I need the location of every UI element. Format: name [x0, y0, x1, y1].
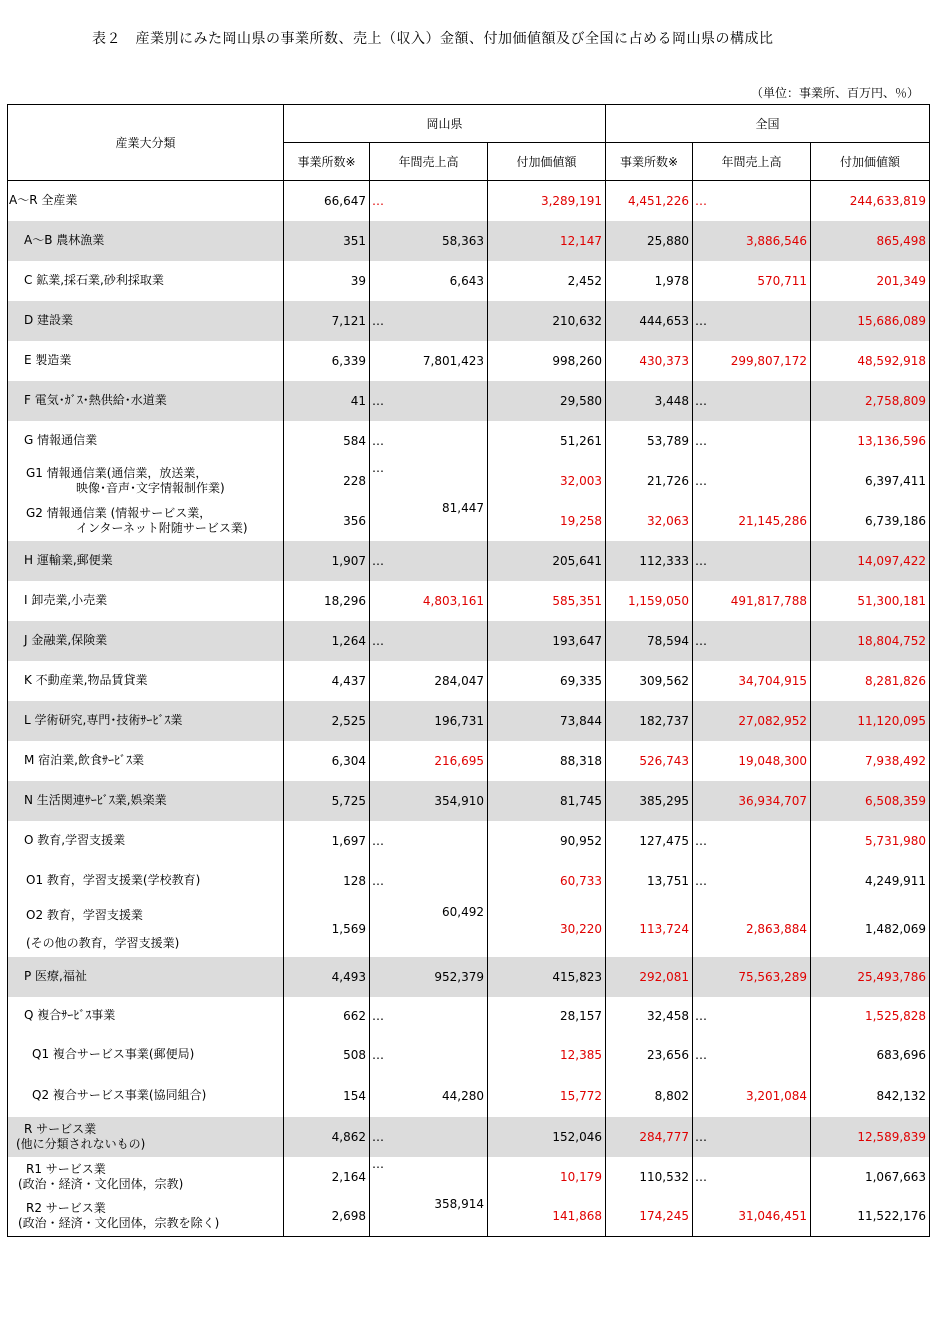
- national-sales-cell: …: [693, 1117, 811, 1157]
- okayama-value-added-cell: 2,452: [488, 261, 606, 301]
- okayama-sales-cell: …: [370, 997, 488, 1035]
- national-establishments-cell: 13,751: [606, 861, 693, 901]
- okayama-establishments-cell: 6,339: [284, 341, 370, 381]
- okayama-establishments-cell: 154: [284, 1075, 370, 1117]
- okayama-value-added-cell: 10,179: [488, 1157, 606, 1197]
- national-establishments-cell: 182,737: [606, 701, 693, 741]
- okayama-sales-cell: 952,379: [370, 957, 488, 997]
- national-establishments-cell: 292,081: [606, 957, 693, 997]
- category-label-line2: (政治・経済・文化団体，宗教を除く): [18, 1216, 220, 1231]
- national-sales-cell: 3,201,084: [693, 1075, 811, 1117]
- national-establishments-cell: 32,063: [606, 501, 693, 541]
- header-okayama-establishments: 事業所数※: [284, 143, 370, 181]
- okayama-value-added-cell: 12,385: [488, 1035, 606, 1075]
- category-cell: O1 教育，学習支援業(学校教育): [8, 861, 284, 901]
- okayama-sales-cell: …: [370, 181, 488, 221]
- national-value-added-cell: 18,804,752: [811, 621, 930, 661]
- national-value-added-cell: 15,686,089: [811, 301, 930, 341]
- okayama-sales-cell: 44,280: [370, 1075, 488, 1117]
- national-establishments-cell: 78,594: [606, 621, 693, 661]
- national-value-added-cell: 201,349: [811, 261, 930, 301]
- okayama-sales-cell: 216,695: [370, 741, 488, 781]
- national-establishments-cell: 127,475: [606, 821, 693, 861]
- national-sales-cell: 2,863,884: [693, 901, 811, 957]
- national-sales-cell: …: [693, 861, 811, 901]
- okayama-establishments-cell: 18,296: [284, 581, 370, 621]
- category-cell: [8, 461, 284, 501]
- table-row: [8, 301, 930, 341]
- okayama-establishments-cell: 39: [284, 261, 370, 301]
- national-establishments-cell: 526,743: [606, 741, 693, 781]
- okayama-establishments-cell: 228: [284, 461, 370, 501]
- national-establishments-cell: 32,458: [606, 997, 693, 1035]
- national-sales-cell: …: [693, 301, 811, 341]
- category-cell: [8, 1117, 284, 1157]
- national-value-added-cell: 8,281,826: [811, 661, 930, 701]
- header-national: 全国: [606, 105, 930, 143]
- national-establishments-cell: 430,373: [606, 341, 693, 381]
- category-cell: K 不動産業,物品賃貸業: [8, 661, 284, 701]
- national-sales-cell: 491,817,788: [693, 581, 811, 621]
- national-sales-cell: 299,807,172: [693, 341, 811, 381]
- okayama-sales-cell: 6,643: [370, 261, 488, 301]
- national-establishments-cell: 284,777: [606, 1117, 693, 1157]
- header-okayama-sales: 年間売上高: [370, 143, 488, 181]
- category-cell: Q1 複合サービス事業(郵便局): [8, 1035, 284, 1075]
- category-label-line2: 映像･音声･文字情報制作業): [76, 480, 225, 495]
- national-value-added-cell: 865,498: [811, 221, 930, 261]
- okayama-value-added-cell: 415,823: [488, 957, 606, 997]
- national-establishments-cell: 4,451,226: [606, 181, 693, 221]
- okayama-value-added-cell: 81,745: [488, 781, 606, 821]
- category-cell: D 建設業: [8, 301, 284, 341]
- okayama-value-added-cell: 152,046: [488, 1117, 606, 1157]
- national-value-added-cell: 12,589,839: [811, 1117, 930, 1157]
- national-value-added-cell: 2,758,809: [811, 381, 930, 421]
- category-cell: O 教育,学習支援業: [8, 821, 284, 861]
- category-label-line1: G2 情報通信業 (情報サービス業，: [26, 505, 212, 520]
- unit-note: （単位：事業所、百万円、％）: [750, 86, 919, 100]
- okayama-establishments-cell: 1,697: [284, 821, 370, 861]
- okayama-establishments-cell: 41: [284, 381, 370, 421]
- okayama-sales-cell: 58,363: [370, 221, 488, 261]
- category-cell: [8, 501, 284, 541]
- national-establishments-cell: 21,726: [606, 461, 693, 501]
- okayama-value-added-cell: 69,335: [488, 661, 606, 701]
- national-establishments-cell: 113,724: [606, 901, 693, 957]
- category-label-line2: (政治・経済・文化団体，宗教): [18, 1176, 184, 1191]
- okayama-value-added-cell: 12,147: [488, 221, 606, 261]
- category-cell: [8, 901, 284, 957]
- table-row: [8, 461, 930, 501]
- okayama-sales-cell: …: [370, 461, 488, 501]
- okayama-establishments-cell: 356: [284, 501, 370, 541]
- okayama-sales-cell: 354,910: [370, 781, 488, 821]
- okayama-establishments-cell: 1,569: [284, 901, 370, 957]
- okayama-value-added-cell: 3,289,191: [488, 181, 606, 221]
- table-row: [8, 861, 930, 901]
- table-row: [8, 541, 930, 581]
- okayama-establishments-cell: 662: [284, 997, 370, 1035]
- okayama-sales-cell: 7,801,423: [370, 341, 488, 381]
- category-label-line1: R2 サービス業: [26, 1201, 106, 1216]
- national-establishments-cell: 25,880: [606, 221, 693, 261]
- national-value-added-cell: 25,493,786: [811, 957, 930, 997]
- header-category: 産業大分類: [8, 105, 284, 181]
- national-value-added-cell: 842,132: [811, 1075, 930, 1117]
- okayama-establishments-cell: 2,525: [284, 701, 370, 741]
- national-value-added-cell: 6,739,186: [811, 501, 930, 541]
- okayama-establishments-cell: 4,862: [284, 1117, 370, 1157]
- okayama-value-added-cell: 585,351: [488, 581, 606, 621]
- national-sales-cell: …: [693, 1035, 811, 1075]
- national-sales-cell: …: [693, 381, 811, 421]
- statistics-table: [7, 104, 930, 1237]
- national-sales-cell: 36,934,707: [693, 781, 811, 821]
- okayama-establishments-cell: 4,493: [284, 957, 370, 997]
- national-value-added-cell: 5,731,980: [811, 821, 930, 861]
- okayama-establishments-cell: 66,647: [284, 181, 370, 221]
- category-cell: L 学術研究,専門･技術ｻｰﾋﾞｽ業: [8, 701, 284, 741]
- okayama-value-added-cell: 205,641: [488, 541, 606, 581]
- category-cell: I 卸売業,小売業: [8, 581, 284, 621]
- okayama-value-added-cell: 141,868: [488, 1197, 606, 1237]
- okayama-sales-cell: 358,914: [370, 1197, 488, 1237]
- category-label-line1: O2 教育，学習支援業: [26, 907, 143, 922]
- national-sales-cell: …: [693, 621, 811, 661]
- national-sales-cell: …: [693, 461, 811, 501]
- category-cell: [8, 1197, 284, 1237]
- category-cell: E 製造業: [8, 341, 284, 381]
- okayama-establishments-cell: 1,907: [284, 541, 370, 581]
- okayama-value-added-cell: 193,647: [488, 621, 606, 661]
- category-cell: Q2 複合サービス事業(協同組合): [8, 1075, 284, 1117]
- category-label-line2: (その他の教育，学習支援業): [26, 935, 180, 950]
- national-value-added-cell: 683,696: [811, 1035, 930, 1075]
- header-okayama-value-added: 付加価値額: [488, 143, 606, 181]
- table-row: [8, 661, 930, 701]
- national-sales-cell: …: [693, 421, 811, 461]
- category-cell: C 鉱業,採石業,砂利採取業: [8, 261, 284, 301]
- okayama-value-added-cell: 19,258: [488, 501, 606, 541]
- table-row: [8, 381, 930, 421]
- okayama-sales-cell: …: [370, 621, 488, 661]
- national-value-added-cell: 48,592,918: [811, 341, 930, 381]
- national-establishments-cell: 53,789: [606, 421, 693, 461]
- national-sales-cell: 75,563,289: [693, 957, 811, 997]
- category-cell: G 情報通信業: [8, 421, 284, 461]
- okayama-sales-cell: …: [370, 541, 488, 581]
- national-sales-cell: …: [693, 181, 811, 221]
- table-row: [8, 621, 930, 661]
- okayama-value-added-cell: 28,157: [488, 997, 606, 1035]
- national-establishments-cell: 385,295: [606, 781, 693, 821]
- okayama-value-added-cell: 32,003: [488, 461, 606, 501]
- okayama-sales-cell: …: [370, 381, 488, 421]
- category-cell: Q 複合ｻｰﾋﾞｽ事業: [8, 997, 284, 1035]
- category-label-line2: (他に分類されないもの): [16, 1136, 146, 1151]
- okayama-sales-cell: 60,492: [370, 901, 488, 957]
- national-establishments-cell: 1,159,050: [606, 581, 693, 621]
- national-sales-cell: 3,886,546: [693, 221, 811, 261]
- national-value-added-cell: 11,120,095: [811, 701, 930, 741]
- okayama-establishments-cell: 508: [284, 1035, 370, 1075]
- okayama-value-added-cell: 51,261: [488, 421, 606, 461]
- okayama-value-added-cell: 73,844: [488, 701, 606, 741]
- national-establishments-cell: 1,978: [606, 261, 693, 301]
- okayama-sales-cell: 284,047: [370, 661, 488, 701]
- category-cell: J 金融業,保険業: [8, 621, 284, 661]
- okayama-value-added-cell: 210,632: [488, 301, 606, 341]
- okayama-establishments-cell: 1,264: [284, 621, 370, 661]
- okayama-establishments-cell: 4,437: [284, 661, 370, 701]
- category-cell: A～R 全産業: [8, 181, 284, 221]
- national-value-added-cell: 244,633,819: [811, 181, 930, 221]
- category-cell: M 宿泊業,飲食ｻｰﾋﾞｽ業: [8, 741, 284, 781]
- national-sales-cell: …: [693, 1157, 811, 1197]
- table-row: [8, 1075, 930, 1117]
- okayama-establishments-cell: 2,164: [284, 1157, 370, 1197]
- category-label-line1: R サービス業: [24, 1121, 97, 1136]
- table-row: [8, 221, 930, 261]
- national-sales-cell: 27,082,952: [693, 701, 811, 741]
- okayama-value-added-cell: 15,772: [488, 1075, 606, 1117]
- table-row: [8, 261, 930, 301]
- national-value-added-cell: 4,249,911: [811, 861, 930, 901]
- category-cell: H 運輸業,郵便業: [8, 541, 284, 581]
- okayama-establishments-cell: 351: [284, 221, 370, 261]
- okayama-value-added-cell: 88,318: [488, 741, 606, 781]
- okayama-value-added-cell: 998,260: [488, 341, 606, 381]
- national-value-added-cell: 6,508,359: [811, 781, 930, 821]
- national-establishments-cell: 3,448: [606, 381, 693, 421]
- okayama-sales-cell: …: [370, 1157, 488, 1197]
- national-value-added-cell: 6,397,411: [811, 461, 930, 501]
- national-value-added-cell: 1,067,663: [811, 1157, 930, 1197]
- okayama-value-added-cell: 90,952: [488, 821, 606, 861]
- okayama-sales-cell: 81,447: [370, 501, 488, 541]
- table-row: [8, 341, 930, 381]
- okayama-establishments-cell: 6,304: [284, 741, 370, 781]
- national-establishments-cell: 444,653: [606, 301, 693, 341]
- okayama-sales-cell: …: [370, 821, 488, 861]
- category-cell: N 生活関連ｻｰﾋﾞｽ業,娯楽業: [8, 781, 284, 821]
- national-sales-cell: 21,145,286: [693, 501, 811, 541]
- category-cell: A～B 農林漁業: [8, 221, 284, 261]
- okayama-establishments-cell: 584: [284, 421, 370, 461]
- national-value-added-cell: 13,136,596: [811, 421, 930, 461]
- national-value-added-cell: 1,482,069: [811, 901, 930, 957]
- table-row: [8, 781, 930, 821]
- table-row: [8, 581, 930, 621]
- national-value-added-cell: 7,938,492: [811, 741, 930, 781]
- category-cell: P 医療,福祉: [8, 957, 284, 997]
- table-row: [8, 181, 930, 221]
- okayama-establishments-cell: 7,121: [284, 301, 370, 341]
- okayama-sales-cell: 4,803,161: [370, 581, 488, 621]
- table-row: [8, 1197, 930, 1237]
- national-establishments-cell: 110,532: [606, 1157, 693, 1197]
- table-title: 表２ 産業別にみた岡山県の事業所数、売上（収入）金額、付加価値額及び全国に占める岡山県の構成比: [92, 31, 774, 47]
- national-establishments-cell: 8,802: [606, 1075, 693, 1117]
- national-establishments-cell: 309,562: [606, 661, 693, 701]
- category-label-line1: R1 サービス業: [26, 1161, 106, 1176]
- national-establishments-cell: 112,333: [606, 541, 693, 581]
- category-cell: [8, 1157, 284, 1197]
- okayama-sales-cell: …: [370, 421, 488, 461]
- okayama-value-added-cell: 30,220: [488, 901, 606, 957]
- national-sales-cell: 34,704,915: [693, 661, 811, 701]
- table-row: [8, 701, 930, 741]
- national-value-added-cell: 1,525,828: [811, 997, 930, 1035]
- national-value-added-cell: 14,097,422: [811, 541, 930, 581]
- okayama-establishments-cell: 2,698: [284, 1197, 370, 1237]
- national-sales-cell: …: [693, 541, 811, 581]
- okayama-establishments-cell: 5,725: [284, 781, 370, 821]
- table-row: [8, 1035, 930, 1075]
- table-row: [8, 501, 930, 541]
- table-row: [8, 1157, 930, 1197]
- national-value-added-cell: 51,300,181: [811, 581, 930, 621]
- table-row: [8, 421, 930, 461]
- table-row: [8, 997, 930, 1035]
- okayama-sales-cell: 196,731: [370, 701, 488, 741]
- national-establishments-cell: 23,656: [606, 1035, 693, 1075]
- national-sales-cell: …: [693, 821, 811, 861]
- table-row: [8, 1117, 930, 1157]
- national-establishments-cell: 174,245: [606, 1197, 693, 1237]
- table-row: [8, 741, 930, 781]
- header-national-sales: 年間売上高: [693, 143, 811, 181]
- national-sales-cell: …: [693, 997, 811, 1035]
- header-okayama: 岡山県: [284, 105, 606, 143]
- okayama-sales-cell: …: [370, 1117, 488, 1157]
- table-row: [8, 901, 930, 957]
- category-label-line2: インターネット附随サービス業): [76, 520, 248, 535]
- okayama-sales-cell: …: [370, 861, 488, 901]
- okayama-sales-cell: …: [370, 301, 488, 341]
- category-cell: F 電気･ｶﾞｽ･熱供給･水道業: [8, 381, 284, 421]
- header-national-value-added: 付加価値額: [811, 143, 930, 181]
- national-value-added-cell: 11,522,176: [811, 1197, 930, 1237]
- okayama-sales-cell: …: [370, 1035, 488, 1075]
- national-sales-cell: 570,711: [693, 261, 811, 301]
- national-sales-cell: 31,046,451: [693, 1197, 811, 1237]
- okayama-value-added-cell: 60,733: [488, 861, 606, 901]
- header-national-establishments: 事業所数※: [606, 143, 693, 181]
- table-row: [8, 957, 930, 997]
- okayama-value-added-cell: 29,580: [488, 381, 606, 421]
- table-row: [8, 821, 930, 861]
- national-sales-cell: 19,048,300: [693, 741, 811, 781]
- okayama-establishments-cell: 128: [284, 861, 370, 901]
- category-label-line1: G1 情報通信業(通信業，放送業，: [26, 465, 208, 480]
